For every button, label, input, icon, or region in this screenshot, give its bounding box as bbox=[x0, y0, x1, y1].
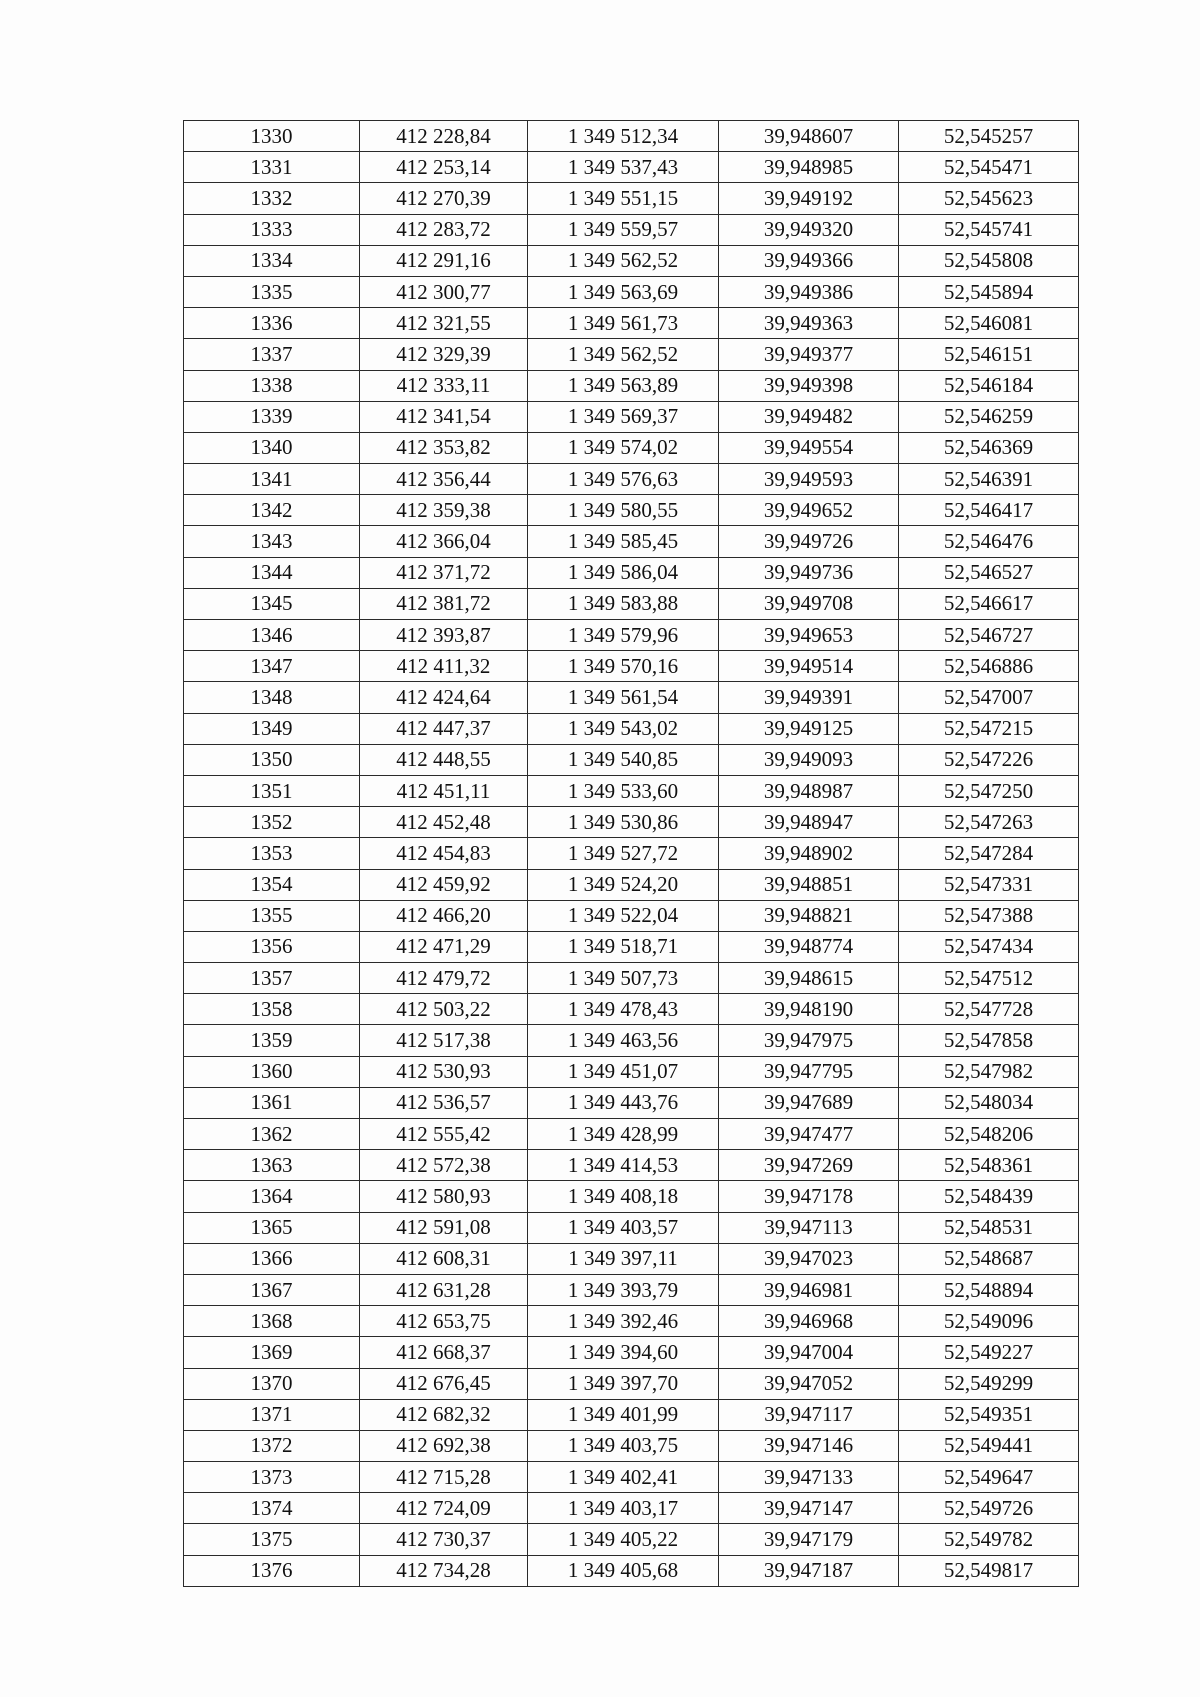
table-row bbox=[184, 775, 1079, 806]
table-row bbox=[184, 1430, 1079, 1461]
table-row bbox=[184, 588, 1079, 619]
longitude-cell: 39,948607 bbox=[719, 121, 899, 152]
x-coordinate-cell: 412 329,39 bbox=[360, 339, 528, 370]
point-number-cell: 1358 bbox=[184, 994, 360, 1025]
table-row bbox=[184, 370, 1079, 401]
table-row bbox=[184, 1056, 1079, 1087]
x-coordinate-cell: 412 715,28 bbox=[360, 1462, 528, 1493]
x-coordinate-cell: 412 503,22 bbox=[360, 994, 528, 1025]
x-coordinate-cell: 412 536,57 bbox=[360, 1087, 528, 1118]
longitude-cell: 39,947133 bbox=[719, 1462, 899, 1493]
latitude-cell: 52,546476 bbox=[899, 526, 1079, 557]
table-row bbox=[184, 713, 1079, 744]
point-number-cell: 1372 bbox=[184, 1430, 360, 1461]
point-number-cell: 1374 bbox=[184, 1493, 360, 1524]
latitude-cell: 52,547284 bbox=[899, 838, 1079, 869]
latitude-cell: 52,546151 bbox=[899, 339, 1079, 370]
latitude-cell: 52,548531 bbox=[899, 1212, 1079, 1243]
table-row bbox=[184, 1493, 1079, 1524]
coordinates-table-body bbox=[184, 121, 1079, 1587]
y-coordinate-cell: 1 349 401,99 bbox=[528, 1399, 719, 1430]
point-number-cell: 1330 bbox=[184, 121, 360, 152]
latitude-cell: 52,547007 bbox=[899, 682, 1079, 713]
longitude-cell: 39,947795 bbox=[719, 1056, 899, 1087]
table-row bbox=[184, 214, 1079, 245]
longitude-cell: 39,949593 bbox=[719, 464, 899, 495]
y-coordinate-cell: 1 349 463,56 bbox=[528, 1025, 719, 1056]
y-coordinate-cell: 1 349 527,72 bbox=[528, 838, 719, 869]
x-coordinate-cell: 412 517,38 bbox=[360, 1025, 528, 1056]
latitude-cell: 52,549096 bbox=[899, 1306, 1079, 1337]
table-row bbox=[184, 1368, 1079, 1399]
longitude-cell: 39,947178 bbox=[719, 1181, 899, 1212]
y-coordinate-cell: 1 349 576,63 bbox=[528, 464, 719, 495]
coordinates-table bbox=[183, 120, 1079, 1587]
latitude-cell: 52,545623 bbox=[899, 183, 1079, 214]
x-coordinate-cell: 412 530,93 bbox=[360, 1056, 528, 1087]
longitude-cell: 39,949708 bbox=[719, 588, 899, 619]
longitude-cell: 39,948774 bbox=[719, 931, 899, 962]
latitude-cell: 52,548439 bbox=[899, 1181, 1079, 1212]
longitude-cell: 39,947975 bbox=[719, 1025, 899, 1056]
x-coordinate-cell: 412 471,29 bbox=[360, 931, 528, 962]
point-number-cell: 1344 bbox=[184, 557, 360, 588]
x-coordinate-cell: 412 321,55 bbox=[360, 308, 528, 339]
table-row bbox=[184, 1243, 1079, 1274]
point-number-cell: 1337 bbox=[184, 339, 360, 370]
table-row bbox=[184, 994, 1079, 1025]
x-coordinate-cell: 412 466,20 bbox=[360, 900, 528, 931]
x-coordinate-cell: 412 692,38 bbox=[360, 1430, 528, 1461]
latitude-cell: 52,549351 bbox=[899, 1399, 1079, 1430]
latitude-cell: 52,547434 bbox=[899, 931, 1079, 962]
point-number-cell: 1350 bbox=[184, 744, 360, 775]
point-number-cell: 1368 bbox=[184, 1306, 360, 1337]
point-number-cell: 1336 bbox=[184, 308, 360, 339]
longitude-cell: 39,948615 bbox=[719, 963, 899, 994]
table-row bbox=[184, 464, 1079, 495]
y-coordinate-cell: 1 349 585,45 bbox=[528, 526, 719, 557]
point-number-cell: 1352 bbox=[184, 807, 360, 838]
y-coordinate-cell: 1 349 522,04 bbox=[528, 900, 719, 931]
table-row bbox=[184, 401, 1079, 432]
y-coordinate-cell: 1 349 405,22 bbox=[528, 1524, 719, 1555]
latitude-cell: 52,549441 bbox=[899, 1430, 1079, 1461]
x-coordinate-cell: 412 300,77 bbox=[360, 276, 528, 307]
longitude-cell: 39,949391 bbox=[719, 682, 899, 713]
y-coordinate-cell: 1 349 551,15 bbox=[528, 183, 719, 214]
longitude-cell: 39,949377 bbox=[719, 339, 899, 370]
latitude-cell: 52,546617 bbox=[899, 588, 1079, 619]
y-coordinate-cell: 1 349 397,70 bbox=[528, 1368, 719, 1399]
y-coordinate-cell: 1 349 393,79 bbox=[528, 1274, 719, 1305]
point-number-cell: 1346 bbox=[184, 620, 360, 651]
table-row bbox=[184, 620, 1079, 651]
x-coordinate-cell: 412 451,11 bbox=[360, 775, 528, 806]
point-number-cell: 1355 bbox=[184, 900, 360, 931]
longitude-cell: 39,947023 bbox=[719, 1243, 899, 1274]
y-coordinate-cell: 1 349 392,46 bbox=[528, 1306, 719, 1337]
y-coordinate-cell: 1 349 559,57 bbox=[528, 214, 719, 245]
point-number-cell: 1348 bbox=[184, 682, 360, 713]
table-row bbox=[184, 1306, 1079, 1337]
point-number-cell: 1360 bbox=[184, 1056, 360, 1087]
y-coordinate-cell: 1 349 518,71 bbox=[528, 931, 719, 962]
longitude-cell: 39,947179 bbox=[719, 1524, 899, 1555]
longitude-cell: 39,949093 bbox=[719, 744, 899, 775]
longitude-cell: 39,948821 bbox=[719, 900, 899, 931]
y-coordinate-cell: 1 349 533,60 bbox=[528, 775, 719, 806]
longitude-cell: 39,949726 bbox=[719, 526, 899, 557]
x-coordinate-cell: 412 682,32 bbox=[360, 1399, 528, 1430]
longitude-cell: 39,949736 bbox=[719, 557, 899, 588]
latitude-cell: 52,548894 bbox=[899, 1274, 1079, 1305]
point-number-cell: 1370 bbox=[184, 1368, 360, 1399]
y-coordinate-cell: 1 349 562,52 bbox=[528, 245, 719, 276]
table-row bbox=[184, 1212, 1079, 1243]
y-coordinate-cell: 1 349 394,60 bbox=[528, 1337, 719, 1368]
table-row bbox=[184, 1181, 1079, 1212]
longitude-cell: 39,947146 bbox=[719, 1430, 899, 1461]
x-coordinate-cell: 412 353,82 bbox=[360, 432, 528, 463]
table-row bbox=[184, 1555, 1079, 1586]
y-coordinate-cell: 1 349 443,76 bbox=[528, 1087, 719, 1118]
y-coordinate-cell: 1 349 403,57 bbox=[528, 1212, 719, 1243]
longitude-cell: 39,949514 bbox=[719, 651, 899, 682]
longitude-cell: 39,949192 bbox=[719, 183, 899, 214]
y-coordinate-cell: 1 349 403,17 bbox=[528, 1493, 719, 1524]
x-coordinate-cell: 412 668,37 bbox=[360, 1337, 528, 1368]
longitude-cell: 39,946968 bbox=[719, 1306, 899, 1337]
latitude-cell: 52,546081 bbox=[899, 308, 1079, 339]
table-row bbox=[184, 1399, 1079, 1430]
latitude-cell: 52,545257 bbox=[899, 121, 1079, 152]
longitude-cell: 39,947477 bbox=[719, 1119, 899, 1150]
table-row bbox=[184, 152, 1079, 183]
point-number-cell: 1338 bbox=[184, 370, 360, 401]
latitude-cell: 52,545471 bbox=[899, 152, 1079, 183]
longitude-cell: 39,947052 bbox=[719, 1368, 899, 1399]
table-row bbox=[184, 1274, 1079, 1305]
x-coordinate-cell: 412 734,28 bbox=[360, 1555, 528, 1586]
x-coordinate-cell: 412 459,92 bbox=[360, 869, 528, 900]
table-row bbox=[184, 1025, 1079, 1056]
y-coordinate-cell: 1 349 512,34 bbox=[528, 121, 719, 152]
longitude-cell: 39,949482 bbox=[719, 401, 899, 432]
point-number-cell: 1354 bbox=[184, 869, 360, 900]
x-coordinate-cell: 412 653,75 bbox=[360, 1306, 528, 1337]
longitude-cell: 39,947004 bbox=[719, 1337, 899, 1368]
point-number-cell: 1359 bbox=[184, 1025, 360, 1056]
latitude-cell: 52,547858 bbox=[899, 1025, 1079, 1056]
table-row bbox=[184, 963, 1079, 994]
point-number-cell: 1356 bbox=[184, 931, 360, 962]
table-row bbox=[184, 121, 1079, 152]
table-row bbox=[184, 1524, 1079, 1555]
y-coordinate-cell: 1 349 537,43 bbox=[528, 152, 719, 183]
y-coordinate-cell: 1 349 405,68 bbox=[528, 1555, 719, 1586]
y-coordinate-cell: 1 349 563,69 bbox=[528, 276, 719, 307]
point-number-cell: 1375 bbox=[184, 1524, 360, 1555]
longitude-cell: 39,947113 bbox=[719, 1212, 899, 1243]
latitude-cell: 52,549817 bbox=[899, 1555, 1079, 1586]
x-coordinate-cell: 412 608,31 bbox=[360, 1243, 528, 1274]
point-number-cell: 1373 bbox=[184, 1462, 360, 1493]
longitude-cell: 39,947269 bbox=[719, 1150, 899, 1181]
latitude-cell: 52,549782 bbox=[899, 1524, 1079, 1555]
point-number-cell: 1343 bbox=[184, 526, 360, 557]
longitude-cell: 39,948985 bbox=[719, 152, 899, 183]
longitude-cell: 39,949366 bbox=[719, 245, 899, 276]
table-row bbox=[184, 276, 1079, 307]
table-row bbox=[184, 1087, 1079, 1118]
longitude-cell: 39,947187 bbox=[719, 1555, 899, 1586]
latitude-cell: 52,547250 bbox=[899, 775, 1079, 806]
x-coordinate-cell: 412 447,37 bbox=[360, 713, 528, 744]
point-number-cell: 1371 bbox=[184, 1399, 360, 1430]
point-number-cell: 1366 bbox=[184, 1243, 360, 1274]
longitude-cell: 39,949363 bbox=[719, 308, 899, 339]
latitude-cell: 52,546527 bbox=[899, 557, 1079, 588]
point-number-cell: 1363 bbox=[184, 1150, 360, 1181]
x-coordinate-cell: 412 228,84 bbox=[360, 121, 528, 152]
point-number-cell: 1335 bbox=[184, 276, 360, 307]
latitude-cell: 52,549227 bbox=[899, 1337, 1079, 1368]
longitude-cell: 39,949653 bbox=[719, 620, 899, 651]
point-number-cell: 1365 bbox=[184, 1212, 360, 1243]
x-coordinate-cell: 412 291,16 bbox=[360, 245, 528, 276]
longitude-cell: 39,949652 bbox=[719, 495, 899, 526]
latitude-cell: 52,548361 bbox=[899, 1150, 1079, 1181]
x-coordinate-cell: 412 580,93 bbox=[360, 1181, 528, 1212]
table-row bbox=[184, 807, 1079, 838]
longitude-cell: 39,947117 bbox=[719, 1399, 899, 1430]
longitude-cell: 39,949386 bbox=[719, 276, 899, 307]
y-coordinate-cell: 1 349 563,89 bbox=[528, 370, 719, 401]
x-coordinate-cell: 412 448,55 bbox=[360, 744, 528, 775]
latitude-cell: 52,545741 bbox=[899, 214, 1079, 245]
y-coordinate-cell: 1 349 403,75 bbox=[528, 1430, 719, 1461]
y-coordinate-cell: 1 349 579,96 bbox=[528, 620, 719, 651]
y-coordinate-cell: 1 349 507,73 bbox=[528, 963, 719, 994]
y-coordinate-cell: 1 349 402,41 bbox=[528, 1462, 719, 1493]
latitude-cell: 52,547512 bbox=[899, 963, 1079, 994]
latitude-cell: 52,549726 bbox=[899, 1493, 1079, 1524]
point-number-cell: 1349 bbox=[184, 713, 360, 744]
y-coordinate-cell: 1 349 428,99 bbox=[528, 1119, 719, 1150]
point-number-cell: 1332 bbox=[184, 183, 360, 214]
x-coordinate-cell: 412 333,11 bbox=[360, 370, 528, 401]
table-row bbox=[184, 900, 1079, 931]
x-coordinate-cell: 412 454,83 bbox=[360, 838, 528, 869]
longitude-cell: 39,948851 bbox=[719, 869, 899, 900]
table-row bbox=[184, 682, 1079, 713]
x-coordinate-cell: 412 411,32 bbox=[360, 651, 528, 682]
point-number-cell: 1341 bbox=[184, 464, 360, 495]
latitude-cell: 52,546184 bbox=[899, 370, 1079, 401]
latitude-cell: 52,547388 bbox=[899, 900, 1079, 931]
x-coordinate-cell: 412 366,04 bbox=[360, 526, 528, 557]
y-coordinate-cell: 1 349 478,43 bbox=[528, 994, 719, 1025]
x-coordinate-cell: 412 479,72 bbox=[360, 963, 528, 994]
x-coordinate-cell: 412 356,44 bbox=[360, 464, 528, 495]
latitude-cell: 52,546391 bbox=[899, 464, 1079, 495]
latitude-cell: 52,548206 bbox=[899, 1119, 1079, 1150]
x-coordinate-cell: 412 730,37 bbox=[360, 1524, 528, 1555]
x-coordinate-cell: 412 591,08 bbox=[360, 1212, 528, 1243]
latitude-cell: 52,545894 bbox=[899, 276, 1079, 307]
point-number-cell: 1333 bbox=[184, 214, 360, 245]
longitude-cell: 39,946981 bbox=[719, 1274, 899, 1305]
y-coordinate-cell: 1 349 543,02 bbox=[528, 713, 719, 744]
longitude-cell: 39,949398 bbox=[719, 370, 899, 401]
x-coordinate-cell: 412 631,28 bbox=[360, 1274, 528, 1305]
x-coordinate-cell: 412 341,54 bbox=[360, 401, 528, 432]
table-row bbox=[184, 183, 1079, 214]
x-coordinate-cell: 412 393,87 bbox=[360, 620, 528, 651]
x-coordinate-cell: 412 381,72 bbox=[360, 588, 528, 619]
longitude-cell: 39,949554 bbox=[719, 432, 899, 463]
point-number-cell: 1353 bbox=[184, 838, 360, 869]
point-number-cell: 1340 bbox=[184, 432, 360, 463]
y-coordinate-cell: 1 349 569,37 bbox=[528, 401, 719, 432]
latitude-cell: 52,548687 bbox=[899, 1243, 1079, 1274]
longitude-cell: 39,949320 bbox=[719, 214, 899, 245]
y-coordinate-cell: 1 349 530,86 bbox=[528, 807, 719, 838]
x-coordinate-cell: 412 555,42 bbox=[360, 1119, 528, 1150]
table-row bbox=[184, 557, 1079, 588]
table-row bbox=[184, 838, 1079, 869]
y-coordinate-cell: 1 349 540,85 bbox=[528, 744, 719, 775]
latitude-cell: 52,546727 bbox=[899, 620, 1079, 651]
y-coordinate-cell: 1 349 580,55 bbox=[528, 495, 719, 526]
x-coordinate-cell: 412 253,14 bbox=[360, 152, 528, 183]
y-coordinate-cell: 1 349 524,20 bbox=[528, 869, 719, 900]
longitude-cell: 39,948190 bbox=[719, 994, 899, 1025]
y-coordinate-cell: 1 349 561,73 bbox=[528, 308, 719, 339]
latitude-cell: 52,547728 bbox=[899, 994, 1079, 1025]
x-coordinate-cell: 412 676,45 bbox=[360, 1368, 528, 1399]
table-row bbox=[184, 432, 1079, 463]
table-row bbox=[184, 931, 1079, 962]
point-number-cell: 1362 bbox=[184, 1119, 360, 1150]
latitude-cell: 52,546417 bbox=[899, 495, 1079, 526]
longitude-cell: 39,948947 bbox=[719, 807, 899, 838]
latitude-cell: 52,545808 bbox=[899, 245, 1079, 276]
table-row bbox=[184, 245, 1079, 276]
latitude-cell: 52,547331 bbox=[899, 869, 1079, 900]
x-coordinate-cell: 412 371,72 bbox=[360, 557, 528, 588]
point-number-cell: 1334 bbox=[184, 245, 360, 276]
point-number-cell: 1376 bbox=[184, 1555, 360, 1586]
y-coordinate-cell: 1 349 570,16 bbox=[528, 651, 719, 682]
x-coordinate-cell: 412 572,38 bbox=[360, 1150, 528, 1181]
y-coordinate-cell: 1 349 561,54 bbox=[528, 682, 719, 713]
point-number-cell: 1342 bbox=[184, 495, 360, 526]
longitude-cell: 39,948987 bbox=[719, 775, 899, 806]
point-number-cell: 1367 bbox=[184, 1274, 360, 1305]
x-coordinate-cell: 412 724,09 bbox=[360, 1493, 528, 1524]
longitude-cell: 39,947689 bbox=[719, 1087, 899, 1118]
longitude-cell: 39,947147 bbox=[719, 1493, 899, 1524]
table-row bbox=[184, 1462, 1079, 1493]
latitude-cell: 52,547215 bbox=[899, 713, 1079, 744]
point-number-cell: 1364 bbox=[184, 1181, 360, 1212]
point-number-cell: 1361 bbox=[184, 1087, 360, 1118]
point-number-cell: 1345 bbox=[184, 588, 360, 619]
latitude-cell: 52,546369 bbox=[899, 432, 1079, 463]
y-coordinate-cell: 1 349 451,07 bbox=[528, 1056, 719, 1087]
x-coordinate-cell: 412 359,38 bbox=[360, 495, 528, 526]
table-row bbox=[184, 1337, 1079, 1368]
longitude-cell: 39,949125 bbox=[719, 713, 899, 744]
point-number-cell: 1347 bbox=[184, 651, 360, 682]
x-coordinate-cell: 412 452,48 bbox=[360, 807, 528, 838]
y-coordinate-cell: 1 349 414,53 bbox=[528, 1150, 719, 1181]
point-number-cell: 1339 bbox=[184, 401, 360, 432]
latitude-cell: 52,548034 bbox=[899, 1087, 1079, 1118]
point-number-cell: 1369 bbox=[184, 1337, 360, 1368]
table-row bbox=[184, 1119, 1079, 1150]
latitude-cell: 52,546886 bbox=[899, 651, 1079, 682]
latitude-cell: 52,547982 bbox=[899, 1056, 1079, 1087]
y-coordinate-cell: 1 349 583,88 bbox=[528, 588, 719, 619]
y-coordinate-cell: 1 349 574,02 bbox=[528, 432, 719, 463]
latitude-cell: 52,549299 bbox=[899, 1368, 1079, 1399]
table-row bbox=[184, 495, 1079, 526]
table-row bbox=[184, 339, 1079, 370]
latitude-cell: 52,549647 bbox=[899, 1462, 1079, 1493]
y-coordinate-cell: 1 349 586,04 bbox=[528, 557, 719, 588]
y-coordinate-cell: 1 349 397,11 bbox=[528, 1243, 719, 1274]
table-row bbox=[184, 651, 1079, 682]
point-number-cell: 1357 bbox=[184, 963, 360, 994]
point-number-cell: 1331 bbox=[184, 152, 360, 183]
latitude-cell: 52,547226 bbox=[899, 744, 1079, 775]
longitude-cell: 39,948902 bbox=[719, 838, 899, 869]
latitude-cell: 52,546259 bbox=[899, 401, 1079, 432]
x-coordinate-cell: 412 270,39 bbox=[360, 183, 528, 214]
point-number-cell: 1351 bbox=[184, 775, 360, 806]
latitude-cell: 52,547263 bbox=[899, 807, 1079, 838]
table-row bbox=[184, 1150, 1079, 1181]
y-coordinate-cell: 1 349 562,52 bbox=[528, 339, 719, 370]
y-coordinate-cell: 1 349 408,18 bbox=[528, 1181, 719, 1212]
table-row bbox=[184, 308, 1079, 339]
table-row bbox=[184, 744, 1079, 775]
x-coordinate-cell: 412 283,72 bbox=[360, 214, 528, 245]
table-row bbox=[184, 869, 1079, 900]
x-coordinate-cell: 412 424,64 bbox=[360, 682, 528, 713]
table-row bbox=[184, 526, 1079, 557]
